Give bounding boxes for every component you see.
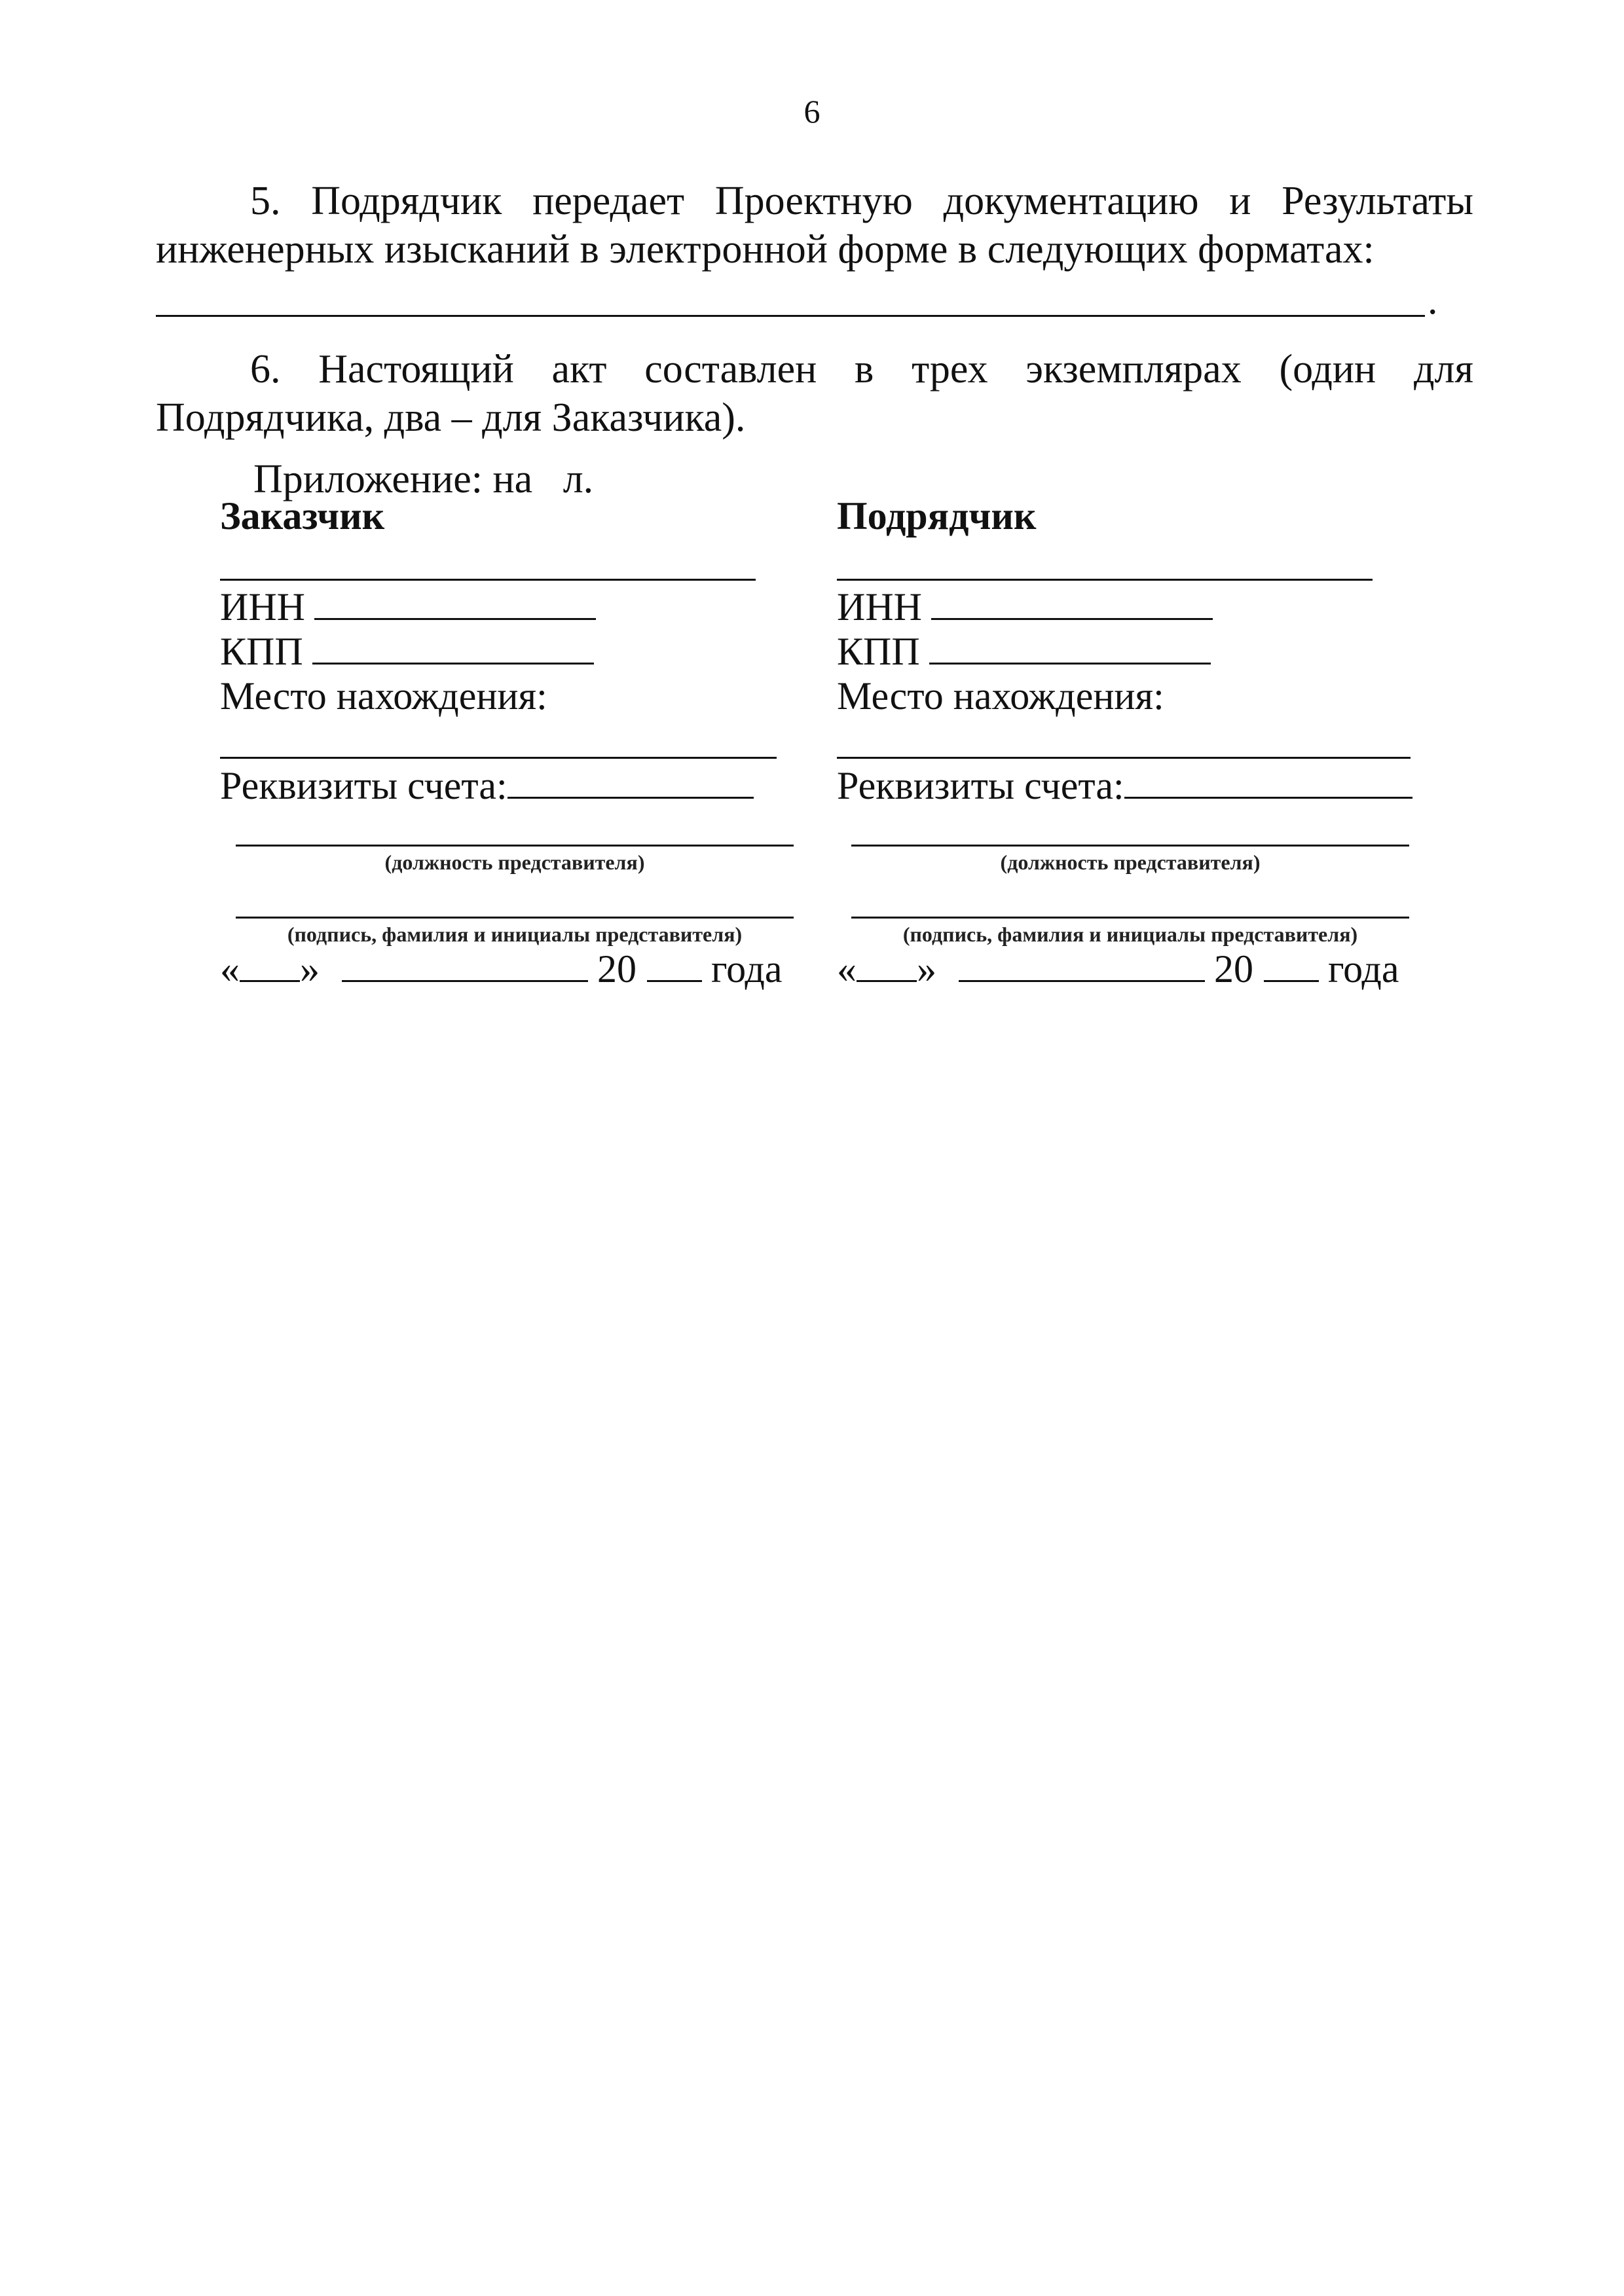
contractor-inn-line	[931, 618, 1213, 620]
contractor-account-label: Реквизиты счета:	[837, 764, 1124, 807]
contractor-account-field	[837, 763, 1412, 809]
contractor-signature-caption: (подпись, фамилия и инициалы представителя)	[902, 922, 1358, 946]
contractor-inn-label: ИНН	[837, 585, 922, 629]
contractor-kpp-line	[929, 663, 1211, 665]
customer-location-label: Место нахождения:	[220, 674, 547, 718]
customer-date-month-line	[342, 980, 588, 982]
customer-date-year-word: года	[711, 947, 783, 991]
contractor-position-caption: (должность представителя)	[1000, 850, 1261, 874]
appendix-prefix: Приложение: на	[253, 457, 533, 501]
customer-position-caption: (должность представителя)	[384, 850, 645, 874]
contractor-position-line	[851, 845, 1409, 847]
contractor-location-line	[837, 757, 1411, 759]
contractor-date-year-line	[1264, 980, 1319, 982]
customer-location-line	[220, 757, 777, 759]
customer-name-line	[220, 579, 756, 581]
page-number: 6	[803, 93, 821, 130]
contractor-date-day-line	[857, 980, 917, 982]
customer-position-line	[236, 845, 794, 847]
contractor-date-open-quote: «	[837, 947, 857, 991]
customer-account-label: Реквизиты счета:	[220, 764, 507, 807]
customer-inn-label: ИНН	[220, 585, 305, 629]
customer-signature-caption: (подпись, фамилия и инициалы представителя)	[287, 922, 743, 946]
contractor-location-label: Место нахождения:	[837, 674, 1164, 718]
customer-inn-line	[314, 618, 596, 620]
customer-date-open-quote: «	[220, 947, 240, 991]
contractor-inn-field	[837, 584, 1213, 630]
contractor-signature-line	[851, 917, 1409, 919]
customer-date-year-line	[647, 980, 702, 982]
customer-date-century: 20	[597, 947, 637, 991]
contractor-kpp-label: КПП	[837, 630, 920, 673]
contractor-block	[837, 492, 1446, 1016]
customer-account-field	[220, 763, 754, 809]
contractor-account-line	[1124, 797, 1412, 799]
customer-date-line	[220, 945, 783, 993]
formats-period: .	[1428, 278, 1438, 323]
customer-signature-line	[236, 917, 794, 919]
contractor-date-century: 20	[1214, 947, 1253, 991]
contractor-title: Подрядчик	[837, 494, 1037, 538]
customer-date-close-quote: »	[300, 947, 320, 991]
contractor-date-year-word: года	[1328, 947, 1399, 991]
customer-kpp-label: КПП	[220, 630, 303, 673]
paragraph-6: 6. Настоящий акт составлен в трех экземплярах (один для Подрядчика, два – для Заказчика).	[156, 347, 1473, 440]
contractor-date-month-line	[959, 980, 1205, 982]
customer-title: Заказчик	[220, 494, 385, 538]
customer-block	[220, 492, 829, 1016]
paragraph-5: 5. Подрядчик передает Проектную документацию и Результаты инженерных изысканий в электронной форме в следующих форматах:	[156, 179, 1473, 272]
contractor-name-line	[837, 579, 1373, 581]
customer-account-line	[507, 797, 754, 799]
contractor-date-close-quote: »	[917, 947, 936, 991]
customer-kpp-line	[312, 663, 594, 665]
customer-date-day-line	[240, 980, 300, 982]
customer-inn-field	[220, 584, 596, 630]
contractor-kpp-field	[837, 629, 1211, 674]
appendix-suffix: л.	[563, 457, 594, 501]
customer-kpp-field	[220, 629, 594, 674]
contractor-date-line	[837, 945, 1399, 993]
formats-underline	[156, 315, 1425, 317]
